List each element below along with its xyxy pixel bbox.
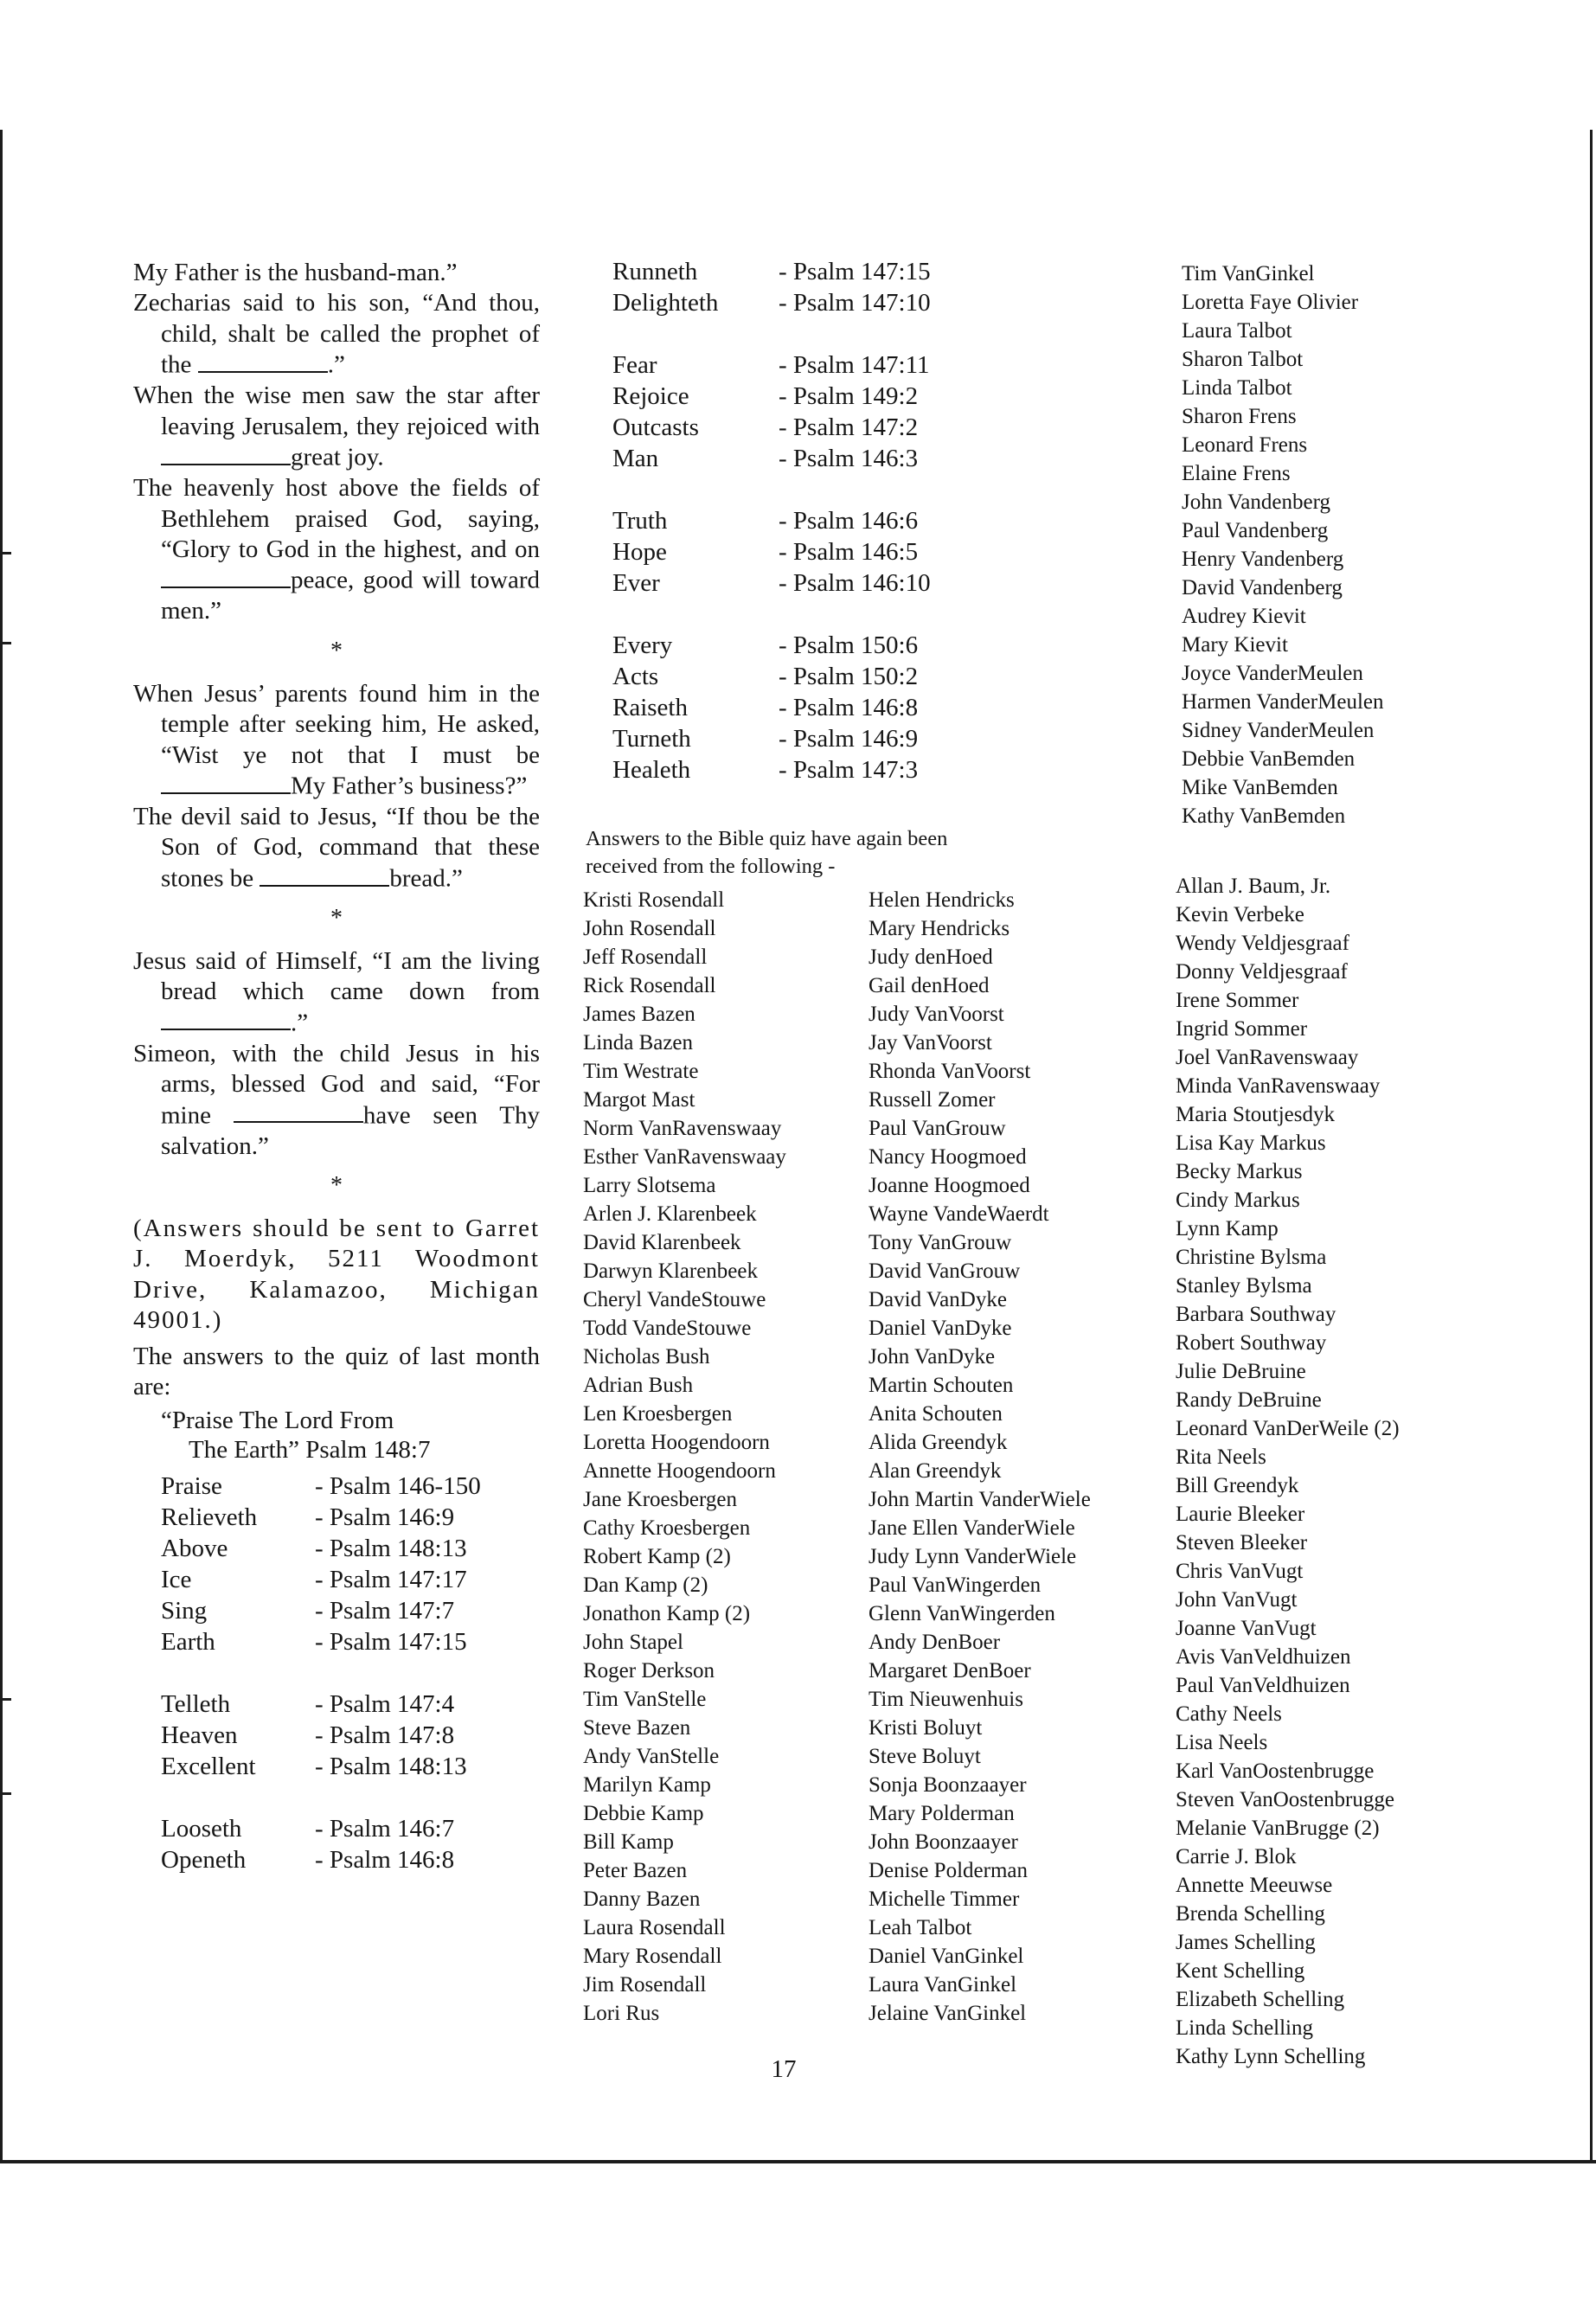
participant-name: Kathy Lynn Schelling	[1176, 2045, 1366, 2068]
participant-name: Lynn Kamp	[1176, 1217, 1279, 1240]
participant-name: Leonard Frens	[1182, 433, 1308, 457]
participant-name: Loretta Hoogendoorn	[583, 1431, 770, 1454]
participant-name: Margot Mast	[583, 1088, 695, 1112]
participant-name: Allan J. Baum, Jr.	[1176, 875, 1331, 898]
participant-name: Jonathon Kamp (2)	[583, 1602, 751, 1625]
answer-word: Ever	[612, 569, 660, 597]
participant-name: Nancy Hoogmoed	[869, 1145, 1027, 1169]
answer-gap	[612, 476, 931, 507]
question-text: The heavenly host above the fields of Bethlehem praised God, saying, “Glory to God in the highest, and on	[133, 474, 540, 563]
participant-name: Carrie J. Blok	[1176, 1845, 1297, 1868]
participant-name: Sharon Frens	[1182, 405, 1297, 428]
participant-name: Anita Schouten	[869, 1402, 1003, 1426]
send-answers-note: (Answers should be sent to Garret J. Moerdyk, 5211 Woodmont Drive, Kalamazoo, Michigan 49001.)	[133, 1215, 540, 1335]
participant-name: Minda VanRavenswaay	[1176, 1074, 1381, 1098]
answer-reference: - Psalm 150:2	[779, 663, 919, 690]
participant-name: Linda Schelling	[1176, 2016, 1313, 2040]
answer-reference: - Psalm 147:10	[779, 289, 931, 317]
answer-row	[612, 663, 931, 694]
answer-word: Looseth	[161, 1815, 242, 1843]
participant-name: Audrey Kievit	[1182, 605, 1306, 628]
participant-name: Laura VanGinkel	[869, 1973, 1017, 1997]
participant-name: Paul Vandenberg	[1182, 519, 1329, 542]
quiz-column	[133, 258, 540, 1876]
question-text: My Father is the husband-man.”	[133, 259, 458, 286]
participant-name: Judy Lynn VanderWiele	[869, 1545, 1077, 1568]
quiz-question	[133, 802, 540, 894]
answer-gap	[161, 1783, 481, 1814]
answer-word: Excellent	[161, 1753, 256, 1781]
participant-name: Tony VanGrouw	[869, 1231, 1012, 1254]
participant-name: Denise Polderman	[869, 1859, 1028, 1882]
answer-reference: - Psalm 148:13	[315, 1753, 467, 1781]
participant-name: Judy denHoed	[869, 945, 993, 969]
quiz-question	[133, 288, 540, 381]
participant-name: Paul VanVeldhuizen	[1176, 1674, 1350, 1697]
answer-row	[612, 507, 931, 538]
puzzle-title-line: The Earth” Psalm 148:7	[189, 1436, 431, 1465]
answer-reference: - Psalm 147:3	[779, 756, 919, 784]
answer-reference: - Psalm 147:15	[315, 1628, 467, 1657]
participant-name: Tim Westrate	[583, 1060, 699, 1083]
answer-gap	[612, 320, 931, 351]
participant-name: Nicholas Bush	[583, 1345, 710, 1368]
participant-name: David VanDyke	[869, 1288, 1007, 1311]
participant-name: Kent Schelling	[1176, 1959, 1305, 1983]
binding-tick	[3, 642, 11, 644]
answer-reference: - Psalm 146:5	[779, 538, 919, 566]
question-text: Simeon, with the child Jesus in his arms, blessed God and said, “For mine	[133, 1039, 540, 1130]
answer-reference: - Psalm 146:6	[779, 507, 919, 535]
participant-name: Cathy Neels	[1176, 1702, 1282, 1726]
participant-name: Len Kroesbergen	[583, 1402, 733, 1426]
answers-table-left	[161, 1471, 481, 1876]
participant-name: Melanie VanBrugge (2)	[1176, 1817, 1380, 1840]
answer-word: Raiseth	[612, 694, 688, 721]
participant-name: Alan Greendyk	[869, 1459, 1002, 1483]
answer-reference: - Psalm 146:8	[315, 1846, 455, 1875]
question-text-end: .”	[327, 350, 345, 379]
participant-name: Chris VanVugt	[1176, 1560, 1304, 1583]
answers-table-right	[612, 258, 931, 787]
participant-name: Julie DeBruine	[1176, 1360, 1306, 1383]
separator-star: *	[330, 904, 343, 932]
answer-word: Runneth	[612, 258, 698, 285]
names-list-b	[869, 886, 1091, 2028]
answer-word	[161, 1783, 315, 1814]
answer-reference	[315, 1783, 481, 1814]
answer-row	[612, 258, 931, 289]
participant-name: Bill Kamp	[583, 1830, 674, 1854]
participant-name: Jane Kroesbergen	[583, 1488, 737, 1511]
participant-name: Becky Markus	[1176, 1160, 1303, 1183]
answer-word	[612, 320, 779, 351]
participant-name: Joel VanRavenswaay	[1176, 1046, 1359, 1069]
page-edge-left	[0, 130, 3, 2163]
answer-row	[612, 694, 931, 725]
quiz-question	[133, 946, 540, 1039]
participant-name: Danny Bazen	[583, 1888, 701, 1911]
answer-word: Turneth	[612, 725, 691, 753]
binding-tick	[3, 552, 11, 554]
participant-name: Lisa Kay Markus	[1176, 1131, 1326, 1155]
answer-reference	[779, 476, 931, 507]
participant-name: Irene Sommer	[1176, 989, 1299, 1012]
participant-name: Robert Southway	[1176, 1331, 1327, 1355]
answer-word	[161, 1658, 315, 1689]
answer-word: Delighteth	[612, 289, 719, 317]
participant-name: Randy DeBruine	[1176, 1388, 1322, 1412]
answer-row	[161, 1534, 481, 1565]
answers-intro: The answers to the quiz of last month are:	[133, 1342, 540, 1401]
binding-tick	[3, 1792, 11, 1795]
participant-name: David Klarenbeek	[583, 1231, 741, 1254]
question-text: When the wise men saw the star after leaving Jerusalem, they rejoiced with	[133, 381, 540, 440]
participant-name: Sidney VanderMeulen	[1182, 719, 1375, 742]
verse-group	[133, 258, 540, 627]
participant-name: Dan Kamp (2)	[583, 1574, 708, 1597]
participant-name: Jeff Rosendall	[583, 945, 708, 969]
participant-name: Donny Veldjesgraaf	[1176, 960, 1348, 984]
participant-name: John VanDyke	[869, 1345, 996, 1368]
participant-name: Alida Greendyk	[869, 1431, 1008, 1454]
answer-reference: - Psalm 146:3	[779, 445, 919, 472]
participant-name: Wayne VandeWaerdt	[869, 1202, 1049, 1226]
participant-name: Mary Polderman	[869, 1802, 1015, 1825]
answer-reference	[315, 1658, 481, 1689]
answer-word: Openeth	[161, 1846, 247, 1875]
participant-name: James Schelling	[1176, 1931, 1316, 1954]
participant-name: Brenda Schelling	[1176, 1902, 1325, 1926]
participant-name: Jelaine VanGinkel	[869, 2002, 1027, 2025]
puzzle-title	[133, 1406, 540, 1465]
question-text-end: My Father’s business?”	[291, 772, 528, 800]
participant-name: Joanne Hoogmoed	[869, 1174, 1030, 1197]
answer-reference: - Psalm 146:8	[779, 694, 919, 721]
quiz-question	[133, 679, 540, 802]
participant-name: James Bazen	[583, 1003, 695, 1026]
participant-name: Norm VanRavenswaay	[583, 1117, 782, 1140]
participant-name: Debbie Kamp	[583, 1802, 704, 1825]
participant-name: David Vandenberg	[1182, 576, 1343, 599]
participant-name: Kristi Rosendall	[583, 888, 725, 912]
participant-name: Martin Schouten	[869, 1374, 1014, 1397]
participant-name: Tim Nieuwenhuis	[869, 1688, 1023, 1711]
answer-blank	[161, 1008, 291, 1031]
answer-reference: - Psalm 149:2	[779, 382, 919, 410]
participant-name: Linda Talbot	[1182, 376, 1292, 400]
answer-blank	[161, 565, 291, 588]
participant-name: Rhonda VanVoorst	[869, 1060, 1031, 1083]
participant-name: Todd VandeStouwe	[583, 1317, 752, 1340]
answer-row	[612, 569, 931, 600]
participant-name: Mary Hendricks	[869, 917, 1010, 940]
answer-blank	[260, 863, 389, 887]
answer-reference: - Psalm 146:10	[779, 569, 931, 597]
separator-star: *	[330, 1172, 343, 1200]
participant-name: Leonard VanDerWeile (2)	[1176, 1417, 1400, 1440]
participant-name: Loretta Faye Olivier	[1182, 291, 1359, 314]
participant-name: Stanley Bylsma	[1176, 1274, 1312, 1298]
participant-name: Wendy Veldjesgraaf	[1176, 932, 1349, 955]
participant-name: Bill Greendyk	[1176, 1474, 1299, 1497]
participant-name: John Rosendall	[583, 917, 716, 940]
participant-name: Judy VanVoorst	[869, 1003, 1004, 1026]
answer-word: Outcasts	[612, 413, 699, 441]
participant-name: Michelle Timmer	[869, 1888, 1020, 1911]
answer-word: Hope	[612, 538, 667, 566]
quiz-question	[133, 1039, 540, 1162]
answer-row	[612, 538, 931, 569]
puzzle-title-line: “Praise The Lord From	[161, 1407, 394, 1435]
participant-name: Debbie VanBemden	[1182, 747, 1356, 771]
participant-name: Tim VanGinkel	[1182, 262, 1315, 285]
answer-word: Man	[612, 445, 659, 472]
answer-word: Sing	[161, 1597, 208, 1625]
participant-name: Peter Bazen	[583, 1859, 688, 1882]
participant-name: Steven Bleeker	[1176, 1531, 1308, 1554]
answer-reference: - Psalm 147:15	[779, 258, 931, 285]
answer-row	[161, 1596, 481, 1627]
participant-name: Larry Slotsema	[583, 1174, 716, 1197]
participant-name: Harmen VanderMeulen	[1182, 690, 1384, 714]
answer-word: Telleth	[161, 1690, 231, 1719]
participant-name: Kevin Verbeke	[1176, 903, 1304, 926]
names-list-c	[1176, 872, 1400, 2071]
participant-name: Cathy Kroesbergen	[583, 1516, 751, 1540]
answer-row	[161, 1689, 481, 1721]
answer-row	[161, 1471, 481, 1503]
participant-name: Elizabeth Schelling	[1176, 1988, 1345, 2011]
answer-row	[612, 725, 931, 756]
verse-group	[133, 679, 540, 894]
participant-name: Jay VanVoorst	[869, 1031, 992, 1054]
answer-reference: - Psalm 150:6	[779, 631, 919, 659]
answer-gap	[161, 1658, 481, 1689]
answer-reference: - Psalm 146:7	[315, 1815, 455, 1843]
answer-reference	[779, 600, 931, 631]
participant-name: Karl VanOostenbrugge	[1176, 1759, 1375, 1783]
participant-name: Roger Derkson	[583, 1659, 715, 1682]
answer-reference: - Psalm 147:11	[779, 351, 930, 379]
answer-gap	[612, 600, 931, 631]
participant-name: Margaret DenBoer	[869, 1659, 1031, 1682]
participant-name: Linda Bazen	[583, 1031, 694, 1054]
participant-name: David VanGrouw	[869, 1259, 1021, 1283]
answer-reference: - Psalm 147:8	[315, 1721, 455, 1750]
answer-row	[612, 413, 931, 445]
answer-word: Relieveth	[161, 1503, 258, 1532]
answer-reference: - Psalm 146:9	[779, 725, 919, 753]
participant-name: Laura Talbot	[1182, 319, 1292, 343]
names-list-a	[583, 886, 786, 2028]
participant-name: Steve Boluyt	[869, 1745, 981, 1768]
answer-word: Healeth	[612, 756, 691, 784]
participant-name: Mary Kievit	[1182, 633, 1288, 657]
participant-name: Cheryl VandeStouwe	[583, 1288, 766, 1311]
verse-group	[133, 946, 540, 1162]
participant-name: Robert Kamp (2)	[583, 1545, 731, 1568]
page-number: 17	[771, 2055, 797, 2083]
participant-name: John VanVugt	[1176, 1588, 1298, 1612]
participant-name: Lori Rus	[583, 2002, 660, 2025]
question-text: The devil said to Jesus, “If thou be the Son of God, command that these stones be	[133, 803, 540, 893]
participant-name: Paul VanGrouw	[869, 1117, 1006, 1140]
participant-name: Joanne VanVugt	[1176, 1617, 1317, 1640]
question-text: When Jesus’ parents found him in the temple after seeking him, He asked, “Wist ye not that I must be	[133, 679, 540, 769]
answer-row	[612, 631, 931, 663]
answer-row	[161, 1721, 481, 1752]
participant-name: Barbara Southway	[1176, 1303, 1336, 1326]
binding-tick	[3, 1698, 11, 1701]
answer-word: Praise	[161, 1472, 222, 1501]
participant-name: Cindy Markus	[1176, 1189, 1300, 1212]
participant-name: Laura Rosendall	[583, 1916, 726, 1939]
page-edge-right	[1590, 130, 1593, 2163]
answer-blank	[198, 349, 328, 373]
participant-name: Annette Hoogendoorn	[583, 1459, 776, 1483]
participant-name: Russell Zomer	[869, 1088, 996, 1112]
participant-name: Arlen J. Klarenbeek	[583, 1202, 757, 1226]
answer-word: Rejoice	[612, 382, 689, 410]
participant-name: Glenn VanWingerden	[869, 1602, 1055, 1625]
participant-name: Jim Rosendall	[583, 1973, 707, 1997]
question-text-end: peace, good will toward men.”	[161, 566, 540, 625]
participant-name: Sonja Boonzaayer	[869, 1773, 1027, 1797]
answer-blank	[234, 1100, 363, 1124]
participant-name: Adrian Bush	[583, 1374, 694, 1397]
participant-name: Daniel VanDyke	[869, 1317, 1012, 1340]
participant-name: Paul VanWingerden	[869, 1574, 1042, 1597]
answer-blank	[161, 771, 291, 794]
separator-star: *	[330, 637, 343, 664]
received-note: Answers to the Bible quiz have again been received from the following -	[586, 827, 948, 878]
participant-name: Kathy VanBemden	[1182, 804, 1346, 828]
answer-word	[612, 600, 779, 631]
question-text: Zecharias said to his son, “And thou, child, shalt be called the prophet of the	[133, 289, 540, 379]
page-edge-bottom	[0, 2160, 1596, 2163]
answer-row	[612, 382, 931, 413]
participant-name: John Martin VanderWiele	[869, 1488, 1091, 1511]
answer-row	[161, 1503, 481, 1534]
participant-name: Andy DenBoer	[869, 1631, 1001, 1654]
quiz-question	[133, 381, 540, 473]
answer-word: Fear	[612, 351, 657, 379]
answer-reference	[779, 320, 931, 351]
participant-name: Steven VanOostenbrugge	[1176, 1788, 1394, 1811]
participant-name: Marilyn Kamp	[583, 1773, 711, 1797]
question-text-end: bread.”	[389, 864, 463, 893]
answers-column	[612, 258, 931, 787]
participant-name: Sharon Talbot	[1182, 348, 1304, 371]
participant-name: Elaine Frens	[1182, 462, 1291, 485]
answer-word: Heaven	[161, 1721, 238, 1750]
answer-word: Truth	[612, 507, 668, 535]
participant-name: Mary Rosendall	[583, 1945, 722, 1968]
answer-row	[612, 289, 931, 320]
participant-name: Lisa Neels	[1176, 1731, 1268, 1754]
answer-word: Above	[161, 1535, 228, 1563]
quiz-question	[133, 258, 540, 288]
participant-name: Steve Bazen	[583, 1716, 691, 1740]
participant-name: Maria Stoutjesdyk	[1176, 1103, 1336, 1126]
participant-name: Esther VanRavenswaay	[583, 1145, 786, 1169]
participant-name: John Vandenberg	[1182, 490, 1330, 514]
answer-row	[161, 1814, 481, 1845]
answer-reference: - Psalm 147:17	[315, 1566, 467, 1594]
names-list-d	[1182, 260, 1383, 830]
participant-name: John Boonzaayer	[869, 1830, 1018, 1854]
quiz-question	[133, 473, 540, 627]
participant-name: Christine Bylsma	[1176, 1246, 1327, 1269]
participant-name: Annette Meeuwse	[1176, 1874, 1333, 1897]
participant-name: Laurie Bleeker	[1176, 1503, 1305, 1526]
question-text-end: .”	[291, 1009, 309, 1037]
answer-row	[612, 445, 931, 476]
participant-name: Joyce VanderMeulen	[1182, 662, 1363, 685]
answer-row	[161, 1752, 481, 1783]
answer-blank	[161, 442, 291, 465]
answer-row	[161, 1627, 481, 1658]
question-text-end: great joy.	[291, 443, 384, 471]
answer-word: Every	[612, 631, 673, 659]
participant-name: Avis VanVeldhuizen	[1176, 1645, 1351, 1669]
question-text: Jesus said of Himself, “I am the living bread which came down from	[133, 946, 540, 1006]
participant-name: Tim VanStelle	[583, 1688, 707, 1711]
participant-name: John Stapel	[583, 1631, 683, 1654]
answer-reference: - Psalm 146:9	[315, 1503, 455, 1532]
answer-reference: - Psalm 147:2	[779, 413, 919, 441]
participant-name: Leah Talbot	[869, 1916, 972, 1939]
answer-word: Acts	[612, 663, 659, 690]
participant-name: Kristi Boluyt	[869, 1716, 983, 1740]
answer-reference: - Psalm 146-150	[315, 1472, 481, 1501]
answer-word	[612, 476, 779, 507]
answer-reference: - Psalm 147:7	[315, 1597, 455, 1625]
participant-name: Rita Neels	[1176, 1445, 1266, 1469]
participant-name: Jane Ellen VanderWiele	[869, 1516, 1075, 1540]
participant-name: Ingrid Sommer	[1176, 1017, 1308, 1041]
participant-name: Darwyn Klarenbeek	[583, 1259, 758, 1283]
participant-name: Helen Hendricks	[869, 888, 1015, 912]
participant-name: Gail denHoed	[869, 974, 990, 997]
question-text-end: have seen Thy salvation.”	[161, 1101, 540, 1160]
answer-reference: - Psalm 147:4	[315, 1690, 455, 1719]
answer-reference: - Psalm 148:13	[315, 1535, 467, 1563]
answer-row	[161, 1845, 481, 1876]
participant-name: Andy VanStelle	[583, 1745, 720, 1768]
answer-row	[612, 351, 931, 382]
answer-word: Earth	[161, 1628, 215, 1657]
participant-name: Mike VanBemden	[1182, 776, 1338, 799]
participant-name: Rick Rosendall	[583, 974, 716, 997]
participant-name: Daniel VanGinkel	[869, 1945, 1024, 1968]
participant-name: Henry Vandenberg	[1182, 548, 1344, 571]
answer-row	[161, 1565, 481, 1596]
answer-row	[612, 756, 931, 787]
answer-word: Ice	[161, 1566, 192, 1594]
